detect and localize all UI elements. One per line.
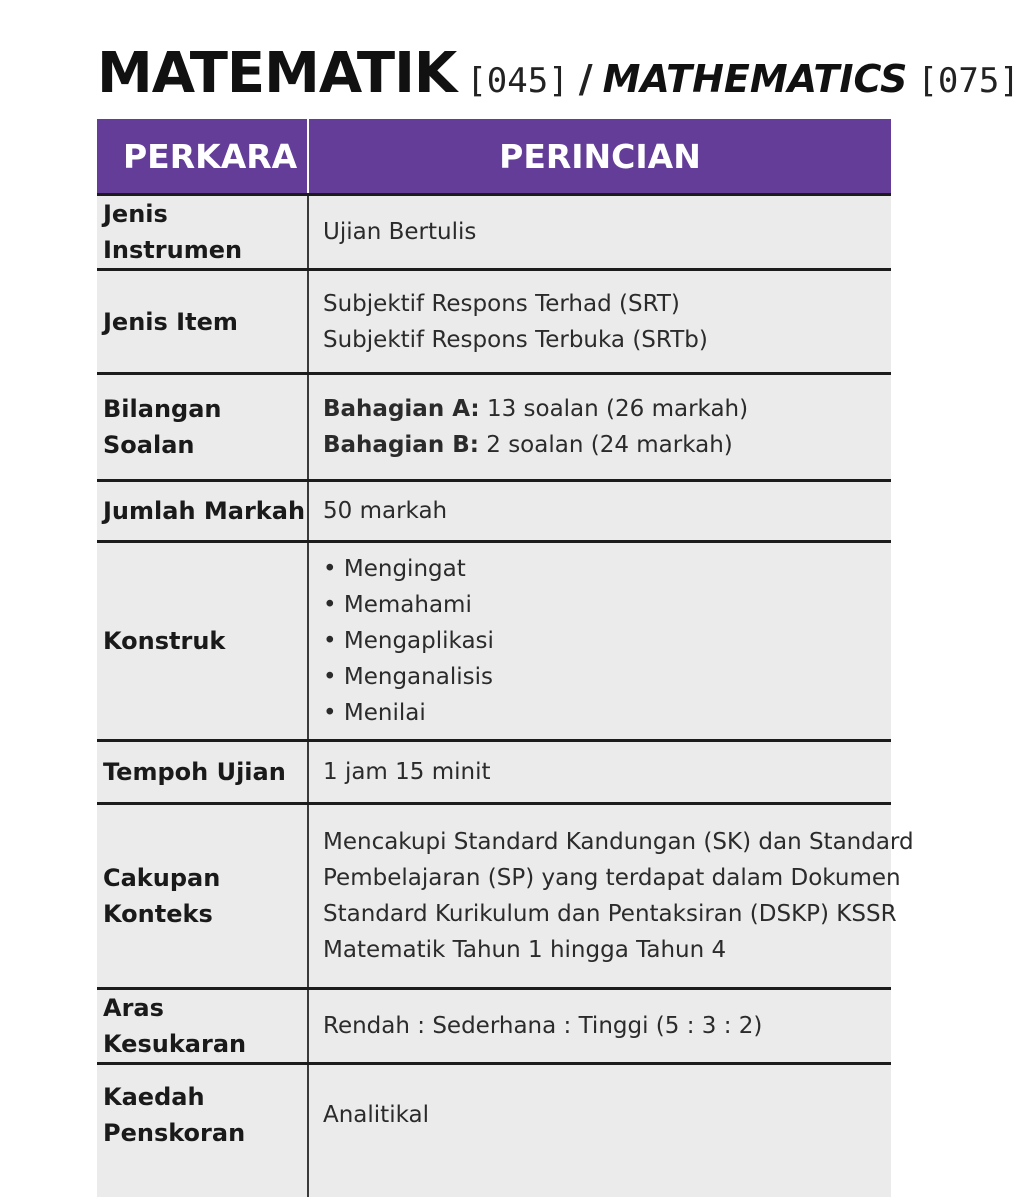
construct-list-item: • Mengaplikasi — [323, 623, 891, 659]
table-row — [97, 481, 891, 542]
row-key-jenis-instrumen: Jenis Instrumen — [97, 195, 308, 270]
key-line: Soalan — [103, 427, 307, 463]
table-row — [97, 195, 891, 270]
document-viewport — [113, 0, 891, 1112]
key-line: Cakupan — [103, 860, 307, 896]
subject-code-ms: [045] — [466, 61, 568, 101]
construct-list-item: • Memahami — [323, 587, 891, 623]
subject-code-en: [075] — [917, 61, 1019, 101]
section-b-text: 2 soalan (24 markah) — [486, 432, 733, 458]
section-a-label: Bahagian A: — [323, 396, 480, 422]
subject-title-ms: MATEMATIK — [97, 41, 456, 106]
column-header-detail: PERINCIAN — [308, 119, 891, 195]
section-b-label: Bahagian B: — [323, 432, 479, 458]
table-row — [97, 270, 891, 374]
key-line: Konteks — [103, 896, 307, 932]
construct-list-item: • Mengingat — [323, 551, 891, 587]
row-value-bilangan-soalan — [308, 374, 891, 481]
row-key-tempoh-ujian: Tempoh Ujian — [97, 741, 308, 804]
table-row — [97, 741, 891, 804]
section-b-line — [323, 427, 891, 463]
subject-title-en: MATHEMATICS — [603, 57, 908, 101]
construct-list-item: • Menganalisis — [323, 659, 891, 695]
title-separator: / — [579, 57, 593, 101]
row-key-aras-kesukaran: Aras Kesukaran — [97, 989, 308, 1064]
row-value-kaedah-penskoran: Analitikal — [308, 1064, 891, 1197]
row-value-aras-kesukaran: Rendah : Sederhana : Tinggi (5 : 3 : 2) — [308, 989, 891, 1064]
context-line: Pembelajaran (SP) yang terdapat dalam Dokumen — [323, 860, 891, 896]
row-key-jumlah-markah: Jumlah Markah — [97, 481, 308, 542]
exam-format-table — [97, 119, 891, 1197]
table-row — [97, 1064, 891, 1197]
key-line: Bilangan — [103, 391, 307, 427]
row-key-jenis-item: Jenis Item — [97, 270, 308, 374]
item-type-line: Subjektif Respons Terhad (SRT) — [323, 286, 891, 322]
column-header-item: PERKARA — [97, 119, 308, 195]
row-value-konstruk — [308, 542, 891, 741]
row-key-kaedah-penskoran — [97, 1064, 308, 1197]
item-type-line: Subjektif Respons Terbuka (SRTb) — [323, 322, 891, 358]
section-a-text: 13 soalan (26 markah) — [487, 396, 748, 422]
row-key-konstruk: Konstruk — [97, 542, 308, 741]
row-key-bilangan-soalan — [97, 374, 308, 481]
table-row — [97, 374, 891, 481]
row-value-jenis-item — [308, 270, 891, 374]
row-key-cakupan-konteks — [97, 804, 308, 989]
page-title — [97, 38, 1020, 110]
context-line: Mencakupi Standard Kandungan (SK) dan Standard — [323, 824, 891, 860]
table-row — [97, 542, 891, 741]
row-value-jumlah-markah: 50 markah — [308, 481, 891, 542]
section-a-line — [323, 391, 891, 427]
row-value-cakupan-konteks — [308, 804, 891, 989]
table-header-row — [97, 119, 891, 195]
table-row — [97, 804, 891, 989]
context-line: Standard Kurikulum dan Pentaksiran (DSKP) KSSR — [323, 896, 891, 932]
context-line: Matematik Tahun 1 hingga Tahun 4 — [323, 932, 891, 968]
key-line: Kaedah — [103, 1079, 307, 1115]
row-value-tempoh-ujian: 1 jam 15 minit — [308, 741, 891, 804]
table-row — [97, 989, 891, 1064]
row-value-jenis-instrumen: Ujian Bertulis — [308, 195, 891, 270]
key-line: Penskoran — [103, 1115, 307, 1151]
construct-list-item: • Menilai — [323, 695, 891, 731]
